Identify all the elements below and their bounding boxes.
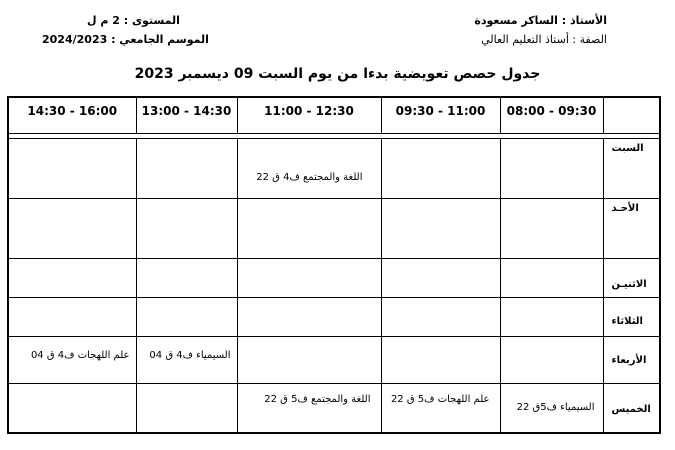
schedule-cell	[500, 138, 603, 198]
schedule-cell	[500, 383, 603, 433]
day-cell	[603, 258, 660, 297]
day-cell	[603, 138, 660, 198]
schedule-cell	[136, 198, 237, 258]
schedule-cell	[8, 336, 136, 383]
day-column-header	[603, 97, 660, 133]
schedule-cell	[136, 336, 237, 383]
table-row	[8, 258, 660, 297]
day-label: الأحـد	[611, 202, 639, 214]
column-header: 14:30 - 13:00	[136, 97, 237, 133]
table-row	[8, 297, 660, 336]
table-row	[8, 383, 660, 433]
schedule-cell	[136, 138, 237, 198]
schedule-cell	[381, 336, 500, 383]
schedule-cell	[136, 297, 237, 336]
level-label: المستوى : 2 م ل	[87, 14, 180, 27]
session-text: السيمياء ف5ق 22	[516, 401, 595, 413]
session-text: علم اللهجات ف5 ق 22	[390, 393, 490, 405]
day-cell	[603, 198, 660, 258]
column-header: 12:30 - 11:00	[237, 97, 381, 133]
schedule-cell	[237, 336, 381, 383]
day-cell	[603, 383, 660, 433]
day-label: الثلاثاء	[611, 315, 643, 327]
schedule-table	[7, 96, 659, 437]
table-row	[8, 138, 660, 198]
schedule-cell	[136, 383, 237, 433]
schedule-cell	[8, 198, 136, 258]
schedule-cell	[381, 138, 500, 198]
session-text: السيمياء ف4 ق 04	[149, 349, 231, 361]
session-text: اللغة والمجتمع ف5 ق 22	[264, 393, 371, 405]
schedule-cell	[8, 258, 136, 297]
schedule-cell	[8, 297, 136, 336]
session-text: اللغة والمجتمع ف4 ق 22	[256, 171, 363, 183]
schedule-cell	[237, 138, 381, 198]
schedule-cell	[381, 383, 500, 433]
table-row	[8, 336, 660, 383]
day-label: الأربعاء	[611, 354, 647, 366]
schedule-cell	[381, 297, 500, 336]
schedule-cell	[500, 336, 603, 383]
schedule-cell	[500, 258, 603, 297]
schedule-cell	[500, 297, 603, 336]
column-header: 16:00 - 14:30	[8, 97, 136, 133]
day-label: السبت	[611, 142, 644, 154]
schedule-cell	[500, 198, 603, 258]
schedule-cell	[237, 297, 381, 336]
header-row	[8, 97, 660, 133]
teacher-capacity: الصفة : أستاذ التعليم العالي	[481, 33, 607, 46]
day-cell	[603, 336, 660, 383]
schedule-cell	[8, 138, 136, 198]
schedule-cell	[381, 198, 500, 258]
column-header: 11:00 - 09:30	[381, 97, 500, 133]
session-text: علم اللهجات ف4 ق 04	[30, 349, 130, 361]
schedule-cell	[237, 383, 381, 433]
table-row	[8, 198, 660, 258]
schedule-cell	[8, 383, 136, 433]
column-header: 09:30 - 08:00	[500, 97, 603, 133]
teacher-name: الأستاذ : الساكر مسعودة	[474, 14, 607, 27]
schedule-cell	[237, 258, 381, 297]
schedule-cell	[136, 258, 237, 297]
schedule-cell	[237, 198, 381, 258]
academic-season: الموسم الجامعي : 2024/2023	[42, 33, 209, 46]
day-label: الخميس	[611, 403, 651, 415]
day-cell	[603, 297, 660, 336]
schedule-title: جدول حصص تعويضية بدءا من يوم السبت 09 ديسمبر 2023	[134, 66, 541, 82]
day-label: الاثنيـن	[611, 278, 647, 290]
schedule-cell	[381, 258, 500, 297]
